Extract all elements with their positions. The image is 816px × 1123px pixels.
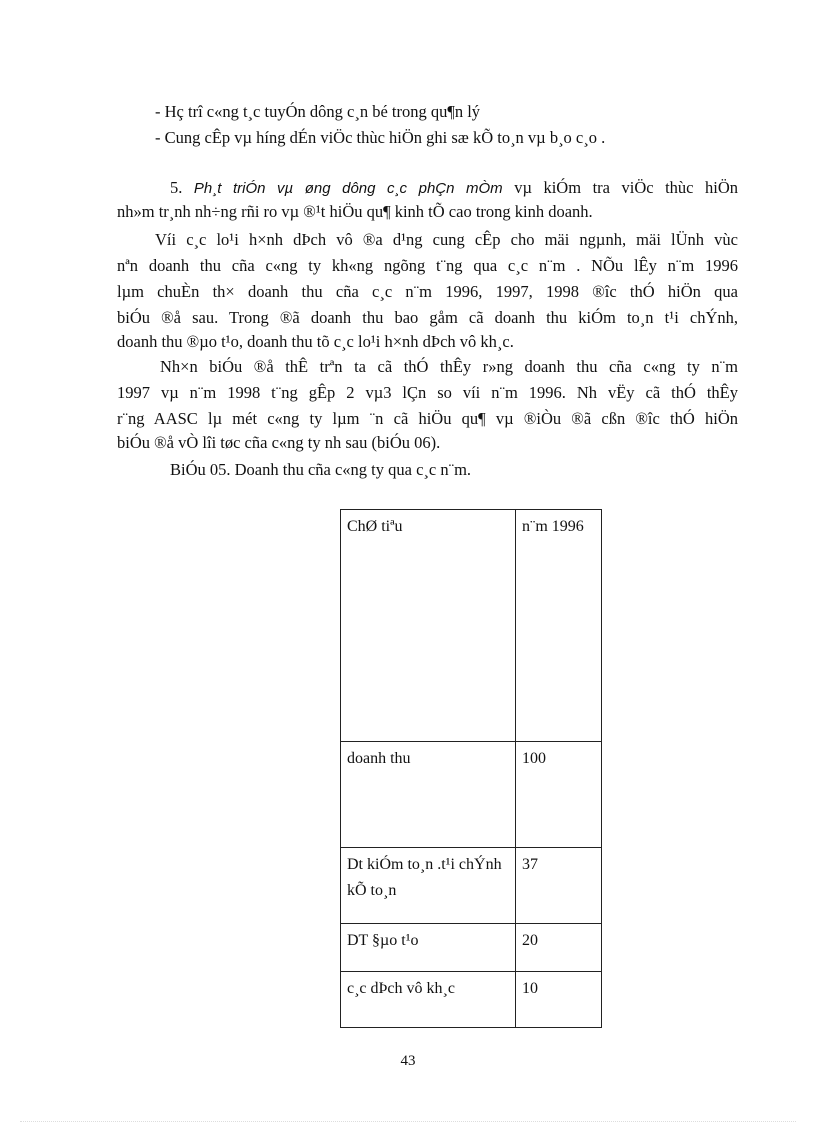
revenue-table	[340, 509, 602, 1028]
table-row	[341, 972, 602, 1028]
paragraph-italic-phrase: Ph¸t triÓn vµ øng dông c¸c phÇn mÒm	[193, 180, 503, 197]
paragraph-line: Víi c¸c lo¹i h×nh dÞch vô ®a d¹ng cung cÊp cho mäi ngµnh, mäi lÜnh vùc	[155, 230, 738, 249]
page-bottom-divider	[20, 1121, 796, 1122]
table-row	[341, 848, 602, 924]
table-cell: 20	[516, 924, 602, 972]
table-cell: 37	[516, 848, 602, 924]
table-cell: c¸c dÞch vô kh¸c	[341, 972, 516, 1028]
paragraph-line: 1997 vµ n¨m 1998 t¨ng gÊp 2 vµ3 lÇn so víi n¨m 1996. Nh vËy cã thÓ thÊy	[117, 383, 738, 402]
table-header-cell: ChØ tiªu	[341, 510, 516, 742]
table-cell: doanh thu	[341, 742, 516, 848]
table-cell: DT §µo t¹o	[341, 924, 516, 972]
paragraph-text: vµ kiÓm tra viÖc thùc hiÖn	[514, 178, 739, 197]
table-cell: 10	[516, 972, 602, 1028]
bullet-line: - Hç trî c«ng t¸c tuyÓn dông c¸n bé trong qu¶n lý	[155, 102, 481, 121]
paragraph-5-line-1	[170, 175, 738, 202]
table-cell: 100	[516, 742, 602, 848]
table-row	[341, 924, 602, 972]
table-header-row	[341, 510, 602, 742]
paragraph-5-line-2: nh»m tr¸nh nh÷ng rñi ro vµ ®¹t hiÖu qu¶ kinh tÕ cao trong kinh doanh.	[117, 202, 593, 221]
table-cell: Dt kiÓm to¸n .t¹i chÝnh kÕ to¸n	[341, 848, 516, 924]
table-header-cell: n¨m 1996	[516, 510, 602, 742]
paragraph-line: lµm chuÈn th× doanh thu cña c¸c n¨m 1996, 1997, 1998 ®îc thÓ hiÖn qua	[117, 282, 738, 301]
paragraph-line: doanh thu ®µo t¹o, doanh thu tõ c¸c lo¹i h×nh dÞch vô kh¸c.	[117, 332, 514, 351]
paragraph-number: 5.	[170, 178, 183, 197]
paragraph-line: Nh×n biÓu ®å thÊ trªn ta cã thÓ thÊy r»ng doanh thu cña c«ng ty n¨m	[160, 357, 738, 376]
table-row	[341, 742, 602, 848]
paragraph-line: biÓu ®å sau. Trong ®ã doanh thu bao gåm cã doanh thu kiÓm to¸n t¹i chÝnh,	[117, 308, 738, 327]
paragraph-line: r¨ng AASC lµ mét c«ng ty lµm ¨n cã hiÖu qu¶ vµ ®iÒu ®ã cßn ®îc thÓ hiÖn	[117, 409, 738, 428]
bullet-line: - Cung cÊp vµ híng dÉn viÖc thùc hiÖn ghi sæ kÕ to¸n vµ b¸o c¸o .	[155, 128, 606, 147]
page-number: 43	[400, 1053, 416, 1069]
table-caption: BiÓu 05. Doanh thu cña c«ng ty qua c¸c n¨m.	[170, 460, 472, 479]
paragraph-line: biÓu ®å vÒ lîi tøc cña c«ng ty nh sau (biÓu 06).	[117, 433, 441, 452]
paragraph-line: nªn doanh thu cña c«ng ty kh«ng ngõng t¨ng qua c¸c n¨m . NÕu lÊy n¨m 1996	[117, 256, 738, 275]
